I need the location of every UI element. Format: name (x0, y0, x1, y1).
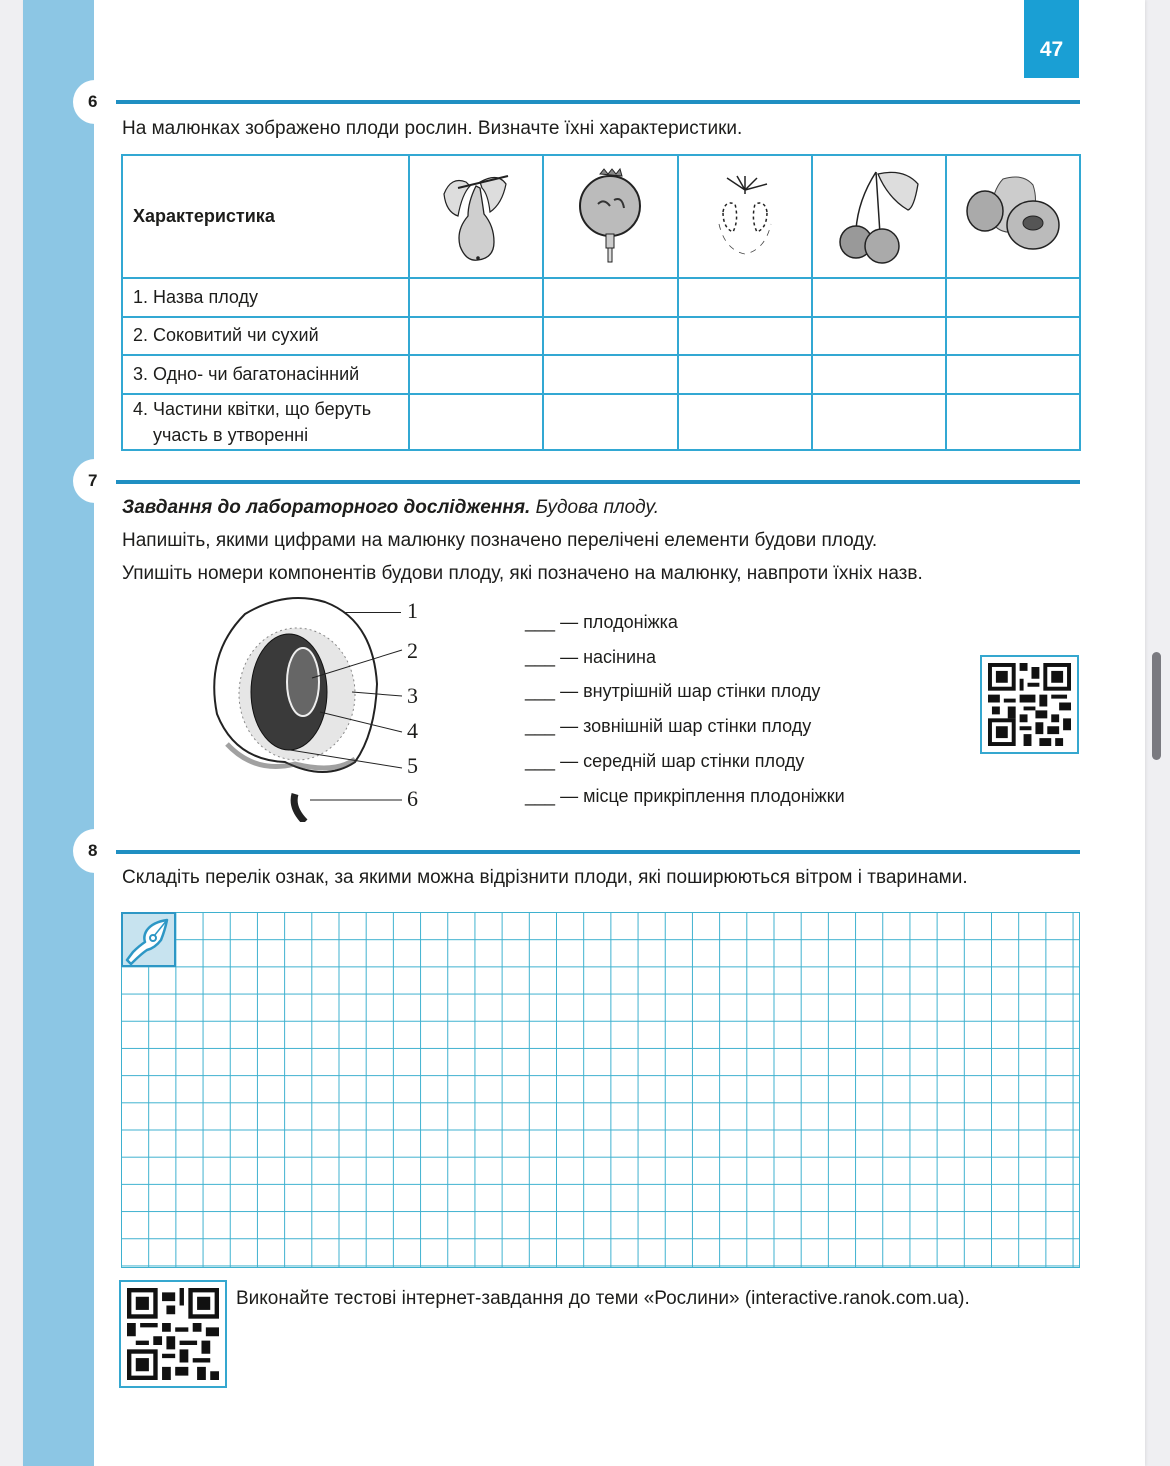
answer-cell[interactable] (409, 394, 543, 450)
answer-cell[interactable] (678, 355, 812, 394)
answer-cell[interactable] (946, 394, 1080, 450)
task-6-badge: 6 (73, 80, 117, 124)
legend-item-stalk-attachment: ___ — місце прикріплення плодоніжки (525, 786, 845, 806)
diagram-label-4: 4 (407, 718, 418, 743)
tomato-cross-section-icon (705, 164, 785, 264)
diagram-label-6: 6 (407, 786, 418, 811)
poppy-cell (543, 155, 677, 278)
task-8-rule (116, 850, 1080, 854)
task-7-title (122, 496, 659, 520)
answer-cell[interactable] (812, 278, 946, 317)
diagram-label-5: 5 (407, 753, 418, 778)
qr-code-icon (127, 1288, 219, 1380)
fruit-characteristics-table (121, 154, 1081, 451)
answer-cell[interactable] (409, 317, 543, 356)
task-6-rule (116, 100, 1080, 104)
answer-blank[interactable]: ___ (525, 716, 556, 736)
row-label-juicy-or-dry: 2. Соковитий чи сухий (122, 317, 409, 356)
answer-cell[interactable] (543, 278, 677, 317)
task-7-rule (116, 480, 1080, 484)
hazelnut-cell (946, 155, 1080, 278)
task-8-prompt: Складіть перелік ознак, за якими можна відрізнити плоди, які поширюються вітром і тваринами. (122, 867, 968, 888)
answer-cell[interactable] (543, 355, 677, 394)
diagram-label-2: 2 (407, 638, 418, 663)
answer-blank[interactable]: ___ (525, 612, 556, 632)
pear-cell (409, 155, 543, 278)
qr-code-icon (988, 663, 1071, 746)
qr-code-task-7[interactable] (980, 655, 1079, 754)
answer-cell[interactable] (543, 394, 677, 450)
answer-blank[interactable]: ___ (525, 647, 556, 667)
answer-cell[interactable] (678, 278, 812, 317)
row-label-line1: 4. Частини квітки, що беруть (133, 398, 372, 419)
cherry-fruit-icon (834, 164, 924, 264)
answer-blank[interactable]: ___ (525, 751, 556, 771)
answer-cell[interactable] (946, 278, 1080, 317)
task-6-prompt: На малюнках зображено плоди рослин. Визначте їхні характеристики. (122, 118, 743, 139)
task-7-line1: Напишіть, якими цифрами на малюнку позначено перелічені елементи будови плоду. (122, 530, 878, 551)
qr-code-footer[interactable] (119, 1280, 227, 1388)
legend-item-outer-layer: ___ — зовнішній шар стінки плоду (525, 716, 812, 736)
poppy-capsule-icon (570, 164, 650, 264)
answer-blank[interactable]: ___ (525, 681, 556, 701)
task-7-title-bold: Завдання до лабораторного дослідження. (122, 497, 531, 518)
answer-cell[interactable] (812, 317, 946, 356)
legend-item-inner-layer: ___ — внутрішній шар стінки плоду (525, 681, 821, 701)
pen-nib-icon (123, 914, 174, 965)
diagram-label-3: 3 (407, 683, 418, 708)
page-number: 47 (1024, 0, 1079, 78)
answer-blank[interactable]: ___ (525, 786, 556, 806)
answer-cell[interactable] (678, 317, 812, 356)
answer-cell[interactable] (946, 317, 1080, 356)
side-strip (23, 0, 94, 1466)
answer-cell[interactable] (812, 355, 946, 394)
scrollbar-thumb[interactable] (1152, 652, 1161, 760)
answer-cell[interactable] (812, 394, 946, 450)
footer-instruction: Виконайте тестові інтернет-завдання до теми «Рослини» (interactive.ranok.com.ua). (236, 1288, 970, 1309)
task-7-line2: Упишіть номери компонентів будови плоду, які позначено на малюнку, навпроти їхніх назв. (122, 563, 923, 584)
task-7-title-italic: Будова плоду. (535, 497, 659, 518)
row-label-line2: участь в утворенні (153, 424, 309, 445)
legend-item-middle-layer: ___ — середній шар стінки плоду (525, 751, 805, 771)
answer-cell[interactable] (409, 355, 543, 394)
task-7-badge: 7 (73, 459, 117, 503)
answer-cell[interactable] (543, 317, 677, 356)
answer-cell[interactable] (946, 355, 1080, 394)
answer-cell[interactable] (678, 394, 812, 450)
legend-item-seed: ___ — насінина (525, 647, 656, 667)
task-8-badge: 8 (73, 829, 117, 873)
diagram-label-1: 1 (407, 598, 418, 623)
cherry-cell (812, 155, 946, 278)
tomato-cell (678, 155, 812, 278)
answer-grid[interactable] (121, 912, 1080, 1268)
row-label-flower-parts (122, 394, 409, 450)
answer-cell[interactable] (409, 278, 543, 317)
hazelnut-fruit-icon (963, 169, 1063, 259)
row-label-fruit-name: 1. Назва плоду (122, 278, 409, 317)
diagram-leader-lines (290, 600, 410, 810)
row-label-seed-count: 3. Одно- чи багатонасінний (122, 355, 409, 394)
pear-fruit-icon (436, 164, 516, 264)
legend-item-stalk: ___ — плодоніжка (525, 612, 678, 632)
header-characteristic: Характеристика (122, 155, 409, 278)
pen-icon-box (121, 912, 176, 967)
